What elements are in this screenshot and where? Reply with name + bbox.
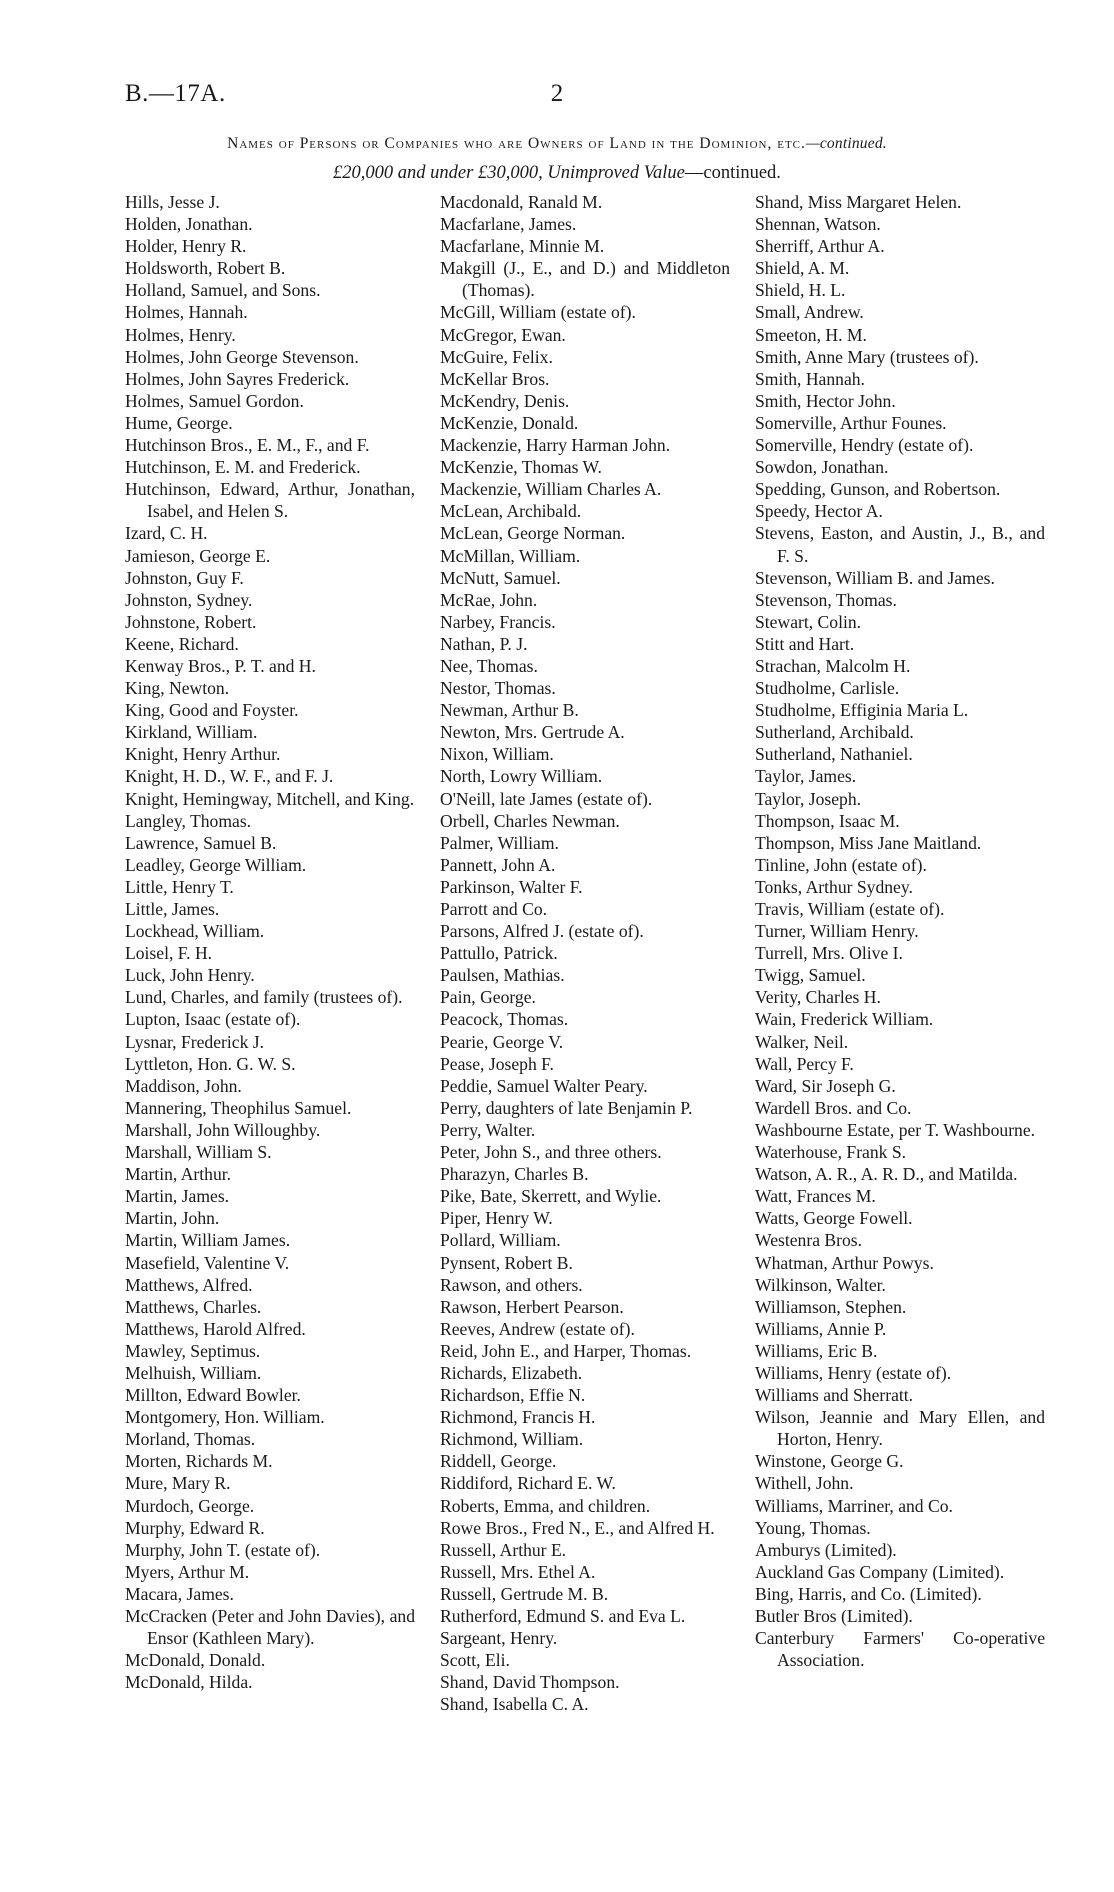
list-item: Williamson, Stephen. bbox=[755, 1296, 907, 1317]
list-item: Pain, George. bbox=[440, 987, 536, 1008]
list-item: Hills, Jesse J. bbox=[125, 192, 220, 212]
list-item: McDonald, Donald. bbox=[125, 1650, 266, 1671]
list-item: Tinline, John (estate of). bbox=[755, 854, 927, 875]
list-item: Wall, Percy F. bbox=[755, 1053, 854, 1074]
list-item: Parkinson, Walter F. bbox=[440, 876, 583, 897]
list-item: Matthews, Alfred. bbox=[125, 1274, 253, 1295]
list-item: Shand, Miss Margaret Helen. bbox=[755, 192, 962, 212]
list-item: Somerville, Hendry (estate of). bbox=[755, 435, 974, 456]
list-item: McLean, George Norman. bbox=[440, 523, 626, 544]
list-item: Lockhead, William. bbox=[125, 921, 265, 942]
list-item: Newman, Arthur B. bbox=[440, 700, 579, 721]
list-item: Studholme, Effiginia Maria L. bbox=[755, 700, 969, 721]
list-item: Nathan, P. J. bbox=[440, 633, 528, 654]
list-item: Pynsent, Robert B. bbox=[440, 1252, 573, 1273]
list-item: Wilkinson, Walter. bbox=[755, 1274, 886, 1295]
list-item: Waterhouse, Frank S. bbox=[755, 1142, 907, 1163]
list-item: Martin, Arthur. bbox=[125, 1164, 232, 1185]
list-item: Hume, George. bbox=[125, 412, 233, 433]
list-item: Myers, Arthur M. bbox=[125, 1561, 250, 1582]
list-item: Loisel, F. H. bbox=[125, 943, 213, 964]
list-item: Withell, John. bbox=[755, 1473, 854, 1494]
list-item: Russell, Gertrude M. B. bbox=[440, 1583, 609, 1604]
value-band-heading bbox=[0, 163, 1114, 184]
list-item: Thompson, Miss Jane Maitland. bbox=[755, 832, 982, 853]
list-item: Little, James. bbox=[125, 899, 220, 919]
list-item: Holden, Jonathan. bbox=[125, 214, 253, 235]
list-item: Peacock, Thomas. bbox=[440, 1009, 569, 1030]
names-column-2 bbox=[440, 191, 730, 1715]
list-item: Palmer, William. bbox=[440, 832, 559, 853]
list-item: Washbourne Estate, per T. Washbourne. bbox=[755, 1119, 1036, 1140]
list-item: Macfarlane, Minnie M. bbox=[440, 236, 605, 257]
list-item: Shand, Isabella C. A. bbox=[440, 1694, 589, 1715]
list-item: Pattullo, Patrick. bbox=[440, 943, 558, 964]
list-item: Holmes, Samuel Gordon. bbox=[125, 390, 304, 411]
list-item: Luck, John Henry. bbox=[125, 965, 255, 986]
list-item: Williams, Annie P. bbox=[755, 1318, 887, 1339]
list-item: Walker, Neil. bbox=[755, 1031, 849, 1052]
list-item: McMillan, William. bbox=[440, 545, 581, 566]
list-item: Shield, A. M. bbox=[755, 258, 850, 279]
list-item: Leadley, George William. bbox=[125, 854, 307, 875]
value-band-continued: —continued. bbox=[684, 163, 781, 183]
page-id: B.—17A. bbox=[125, 80, 226, 107]
list-item: Ward, Sir Joseph G. bbox=[755, 1075, 896, 1096]
list-item: Watts, George Fowell. bbox=[755, 1208, 913, 1229]
list-item: Watt, Frances M. bbox=[755, 1186, 876, 1207]
list-item: Stewart, Colin. bbox=[755, 611, 862, 632]
list-item: King, Newton. bbox=[125, 678, 230, 699]
list-item: Matthews, Charles. bbox=[125, 1296, 262, 1317]
value-band-text: £20,000 and under £30,000, Unimproved Value bbox=[333, 163, 685, 183]
list-item: Shield, H. L. bbox=[755, 280, 846, 301]
list-item: Matthews, Harold Alfred. bbox=[125, 1318, 306, 1339]
list-item: Maddison, John. bbox=[125, 1075, 242, 1096]
list-item: Lyttleton, Hon. G. W. S. bbox=[125, 1053, 296, 1074]
list-item: Russell, Arthur E. bbox=[440, 1539, 567, 1560]
list-item: Rawson, Herbert Pearson. bbox=[440, 1296, 624, 1317]
list-item: Johnston, Guy F. bbox=[125, 567, 244, 588]
list-item: Nee, Thomas. bbox=[440, 655, 538, 676]
list-item: Knight, H. D., W. F., and F. J. bbox=[125, 766, 334, 787]
list-item: Wain, Frederick William. bbox=[755, 1009, 934, 1030]
list-item: McGill, William (estate of). bbox=[440, 302, 636, 323]
list-item: Knight, Hemingway, Mitchell, and King. bbox=[125, 788, 415, 809]
list-item: Williams and Sherratt. bbox=[755, 1385, 914, 1406]
list-item: Williams, Henry (estate of). bbox=[755, 1362, 952, 1383]
list-item: McKellar Bros. bbox=[440, 368, 550, 389]
list-item: Spedding, Gunson, and Robertson. bbox=[755, 479, 1001, 500]
list-item: Melhuish, William. bbox=[125, 1362, 262, 1383]
list-item: Whatman, Arthur Powys. bbox=[755, 1252, 934, 1273]
list-item: Bing, Harris, and Co. (Limited). bbox=[755, 1583, 982, 1604]
list-item: Riddell, George. bbox=[440, 1451, 557, 1472]
list-item: Parsons, Alfred J. (estate of). bbox=[440, 921, 644, 942]
list-item: Mure, Mary R. bbox=[125, 1473, 231, 1494]
list-item: Parrott and Co. bbox=[440, 899, 548, 919]
list-item: Keene, Richard. bbox=[125, 633, 239, 654]
list-item: Morland, Thomas. bbox=[125, 1429, 256, 1450]
list-item: Rowe Bros., Fred N., E., and Alfred H. bbox=[440, 1517, 715, 1538]
list-item: Richards, Elizabeth. bbox=[440, 1362, 583, 1383]
list-item: Lund, Charles, and family (trustees of). bbox=[125, 987, 403, 1008]
list-item: Peddie, Samuel Walter Peary. bbox=[440, 1075, 648, 1096]
list-item: North, Lowry William. bbox=[440, 766, 603, 787]
list-item: Martin, John. bbox=[125, 1208, 220, 1229]
list-item: Shennan, Watson. bbox=[755, 214, 881, 235]
list-item: McKenzie, Thomas W. bbox=[440, 457, 602, 478]
list-item: Johnston, Sydney. bbox=[125, 589, 253, 610]
list-item: Murphy, John T. (estate of). bbox=[125, 1539, 321, 1560]
list-item: Westenra Bros. bbox=[755, 1230, 863, 1251]
list-item: Lupton, Isaac (estate of). bbox=[125, 1009, 301, 1030]
list-item: Stevenson, Thomas. bbox=[755, 589, 897, 610]
list-item: Sutherland, Archibald. bbox=[755, 722, 914, 743]
list-item: Amburys (Limited). bbox=[755, 1539, 897, 1560]
list-item: Canterbury Farmers' Co-operative Association. bbox=[755, 1628, 1045, 1671]
list-item: Richmond, Francis H. bbox=[440, 1407, 596, 1428]
list-item: Scott, Eli. bbox=[440, 1650, 510, 1671]
list-item: Marshall, John Willoughby. bbox=[125, 1119, 321, 1140]
list-item: Peter, John S., and three others. bbox=[440, 1142, 662, 1163]
list-item: McGregor, Ewan. bbox=[440, 324, 566, 345]
list-item: Auckland Gas Company (Limited). bbox=[755, 1561, 1005, 1582]
list-item: Pharazyn, Charles B. bbox=[440, 1164, 589, 1185]
list-item: Williams, Eric B. bbox=[755, 1340, 878, 1361]
heading-continued: —continued. bbox=[805, 135, 887, 152]
list-item: Macdonald, Ranald M. bbox=[440, 192, 603, 212]
list-item: McDonald, Hilda. bbox=[125, 1672, 253, 1693]
list-item: Macara, James. bbox=[125, 1583, 234, 1604]
list-item: Knight, Henry Arthur. bbox=[125, 744, 281, 765]
list-item: Sargeant, Henry. bbox=[440, 1628, 558, 1649]
list-item: McGuire, Felix. bbox=[440, 346, 553, 367]
list-item: McKendry, Denis. bbox=[440, 390, 570, 411]
list-item: Sowdon, Jonathan. bbox=[755, 457, 889, 478]
list-item: McCracken (Peter and John Davies), and Ensor (Kathleen Mary). bbox=[125, 1606, 415, 1649]
list-item: Taylor, James. bbox=[755, 766, 857, 787]
list-item: Smith, Hannah. bbox=[755, 368, 865, 389]
list-item: Izard, C. H. bbox=[125, 523, 208, 544]
list-item: Hutchinson, E. M. and Frederick. bbox=[125, 457, 361, 478]
list-item: Riddiford, Richard E. W. bbox=[440, 1473, 616, 1494]
list-item: Hutchinson, Edward, Arthur, Jonathan, Isabel, and Helen S. bbox=[125, 479, 415, 522]
list-item: Holmes, Henry. bbox=[125, 324, 236, 345]
list-item: Millton, Edward Bowler. bbox=[125, 1385, 301, 1406]
list-item: Kenway Bros., P. T. and H. bbox=[125, 655, 316, 676]
list-item: Murdoch, George. bbox=[125, 1495, 255, 1516]
list-item: Verity, Charles H. bbox=[755, 987, 881, 1008]
list-item: Holland, Samuel, and Sons. bbox=[125, 280, 321, 301]
list-item: Smith, Hector John. bbox=[755, 390, 896, 411]
list-item: Wilson, Jeannie and Mary Ellen, and Horton, Henry. bbox=[755, 1407, 1045, 1450]
list-item: Martin, James. bbox=[125, 1186, 230, 1207]
list-item: Stevens, Easton, and Austin, J., B., and F. S. bbox=[755, 523, 1045, 566]
list-item: Strachan, Malcolm H. bbox=[755, 655, 911, 676]
list-item: Lawrence, Samuel B. bbox=[125, 832, 277, 853]
list-item: Johnstone, Robert. bbox=[125, 611, 257, 632]
list-item: Mannering, Theophilus Samuel. bbox=[125, 1097, 352, 1118]
list-item: McKenzie, Donald. bbox=[440, 412, 579, 433]
list-item: Travis, William (estate of). bbox=[755, 899, 945, 919]
list-item: Smeeton, H. M. bbox=[755, 324, 867, 345]
list-item: Narbey, Francis. bbox=[440, 611, 556, 632]
list-item: Rutherford, Edmund S. and Eva L. bbox=[440, 1606, 686, 1626]
list-item: Roberts, Emma, and children. bbox=[440, 1495, 651, 1516]
list-item: McLean, Archibald. bbox=[440, 501, 582, 522]
list-item: Wardell Bros. and Co. bbox=[755, 1097, 912, 1118]
list-item: Little, Henry T. bbox=[125, 876, 234, 897]
list-item: Taylor, Joseph. bbox=[755, 788, 862, 809]
list-item: Pike, Bate, Skerrett, and Wylie. bbox=[440, 1186, 662, 1207]
list-item: Mackenzie, Harry Harman John. bbox=[440, 435, 671, 456]
names-column-1 bbox=[125, 191, 415, 1693]
list-item: Williams, Marriner, and Co. bbox=[755, 1495, 953, 1516]
list-item: Tonks, Arthur Sydney. bbox=[755, 876, 913, 897]
list-item: Montgomery, Hon. William. bbox=[125, 1407, 325, 1428]
list-item: King, Good and Foyster. bbox=[125, 700, 299, 721]
list-item: Richmond, William. bbox=[440, 1429, 584, 1450]
list-item: Perry, Walter. bbox=[440, 1119, 536, 1140]
list-item: Small, Andrew. bbox=[755, 302, 864, 323]
list-item: Nestor, Thomas. bbox=[440, 678, 556, 699]
list-item: Langley, Thomas. bbox=[125, 810, 252, 831]
list-item: Holdsworth, Robert B. bbox=[125, 258, 286, 279]
list-item: Somerville, Arthur Founes. bbox=[755, 412, 947, 433]
list-item: Nixon, William. bbox=[440, 744, 554, 765]
list-item: Masefield, Valentine V. bbox=[125, 1252, 290, 1273]
list-item: Newton, Mrs. Gertrude A. bbox=[440, 722, 625, 743]
list-item: Turrell, Mrs. Olive I. bbox=[755, 943, 903, 964]
list-item: Holmes, John Sayres Frederick. bbox=[125, 368, 350, 389]
list-item: Stitt and Hart. bbox=[755, 633, 855, 654]
list-item: Reeves, Andrew (estate of). bbox=[440, 1318, 635, 1339]
names-column-3 bbox=[755, 191, 1045, 1671]
list-item: Smith, Anne Mary (trustees of). bbox=[755, 346, 979, 367]
list-item: Russell, Mrs. Ethel A. bbox=[440, 1561, 596, 1582]
list-item: Turner, William Henry. bbox=[755, 921, 919, 942]
list-item: Morten, Richards M. bbox=[125, 1451, 273, 1472]
list-item: Holder, Henry R. bbox=[125, 236, 247, 257]
list-item: Hutchinson Bros., E. M., F., and F. bbox=[125, 435, 370, 456]
list-item: Orbell, Charles Newman. bbox=[440, 810, 620, 831]
list-item: Kirkland, William. bbox=[125, 722, 258, 743]
list-item: Macfarlane, James. bbox=[440, 214, 577, 235]
list-item: Piper, Henry W. bbox=[440, 1208, 553, 1229]
list-item: Pollard, William. bbox=[440, 1230, 561, 1251]
list-item: Shand, David Thompson. bbox=[440, 1672, 620, 1693]
list-item: Perry, daughters of late Benjamin P. bbox=[440, 1097, 693, 1118]
list-item: Sutherland, Nathaniel. bbox=[755, 744, 913, 765]
list-item: Holmes, John George Stevenson. bbox=[125, 346, 359, 367]
list-item: Paulsen, Mathias. bbox=[440, 965, 565, 986]
list-item: Rawson, and others. bbox=[440, 1274, 583, 1295]
list-item: Lysnar, Frederick J. bbox=[125, 1031, 265, 1052]
list-item: Speedy, Hector A. bbox=[755, 501, 883, 522]
list-item: Studholme, Carlisle. bbox=[755, 678, 900, 699]
list-item: Sherriff, Arthur A. bbox=[755, 236, 885, 257]
page-number: 2 bbox=[550, 80, 564, 107]
list-item: Richardson, Effie N. bbox=[440, 1385, 586, 1406]
list-item: Pearie, George V. bbox=[440, 1031, 564, 1052]
list-item: Stevenson, William B. and James. bbox=[755, 567, 995, 588]
list-item: Twigg, Samuel. bbox=[755, 965, 866, 986]
list-item: Makgill (J., E., and D.) and Middleton (Thomas). bbox=[440, 258, 730, 301]
list-item: Jamieson, George E. bbox=[125, 545, 271, 566]
list-item: Martin, William James. bbox=[125, 1230, 291, 1251]
page-heading bbox=[60, 135, 1054, 153]
list-item: Holmes, Hannah. bbox=[125, 302, 248, 323]
list-item: McNutt, Samuel. bbox=[440, 567, 561, 588]
list-item: Young, Thomas. bbox=[755, 1517, 871, 1538]
list-item: Watson, A. R., A. R. D., and Matilda. bbox=[755, 1164, 1018, 1185]
list-item: Mackenzie, William Charles A. bbox=[440, 479, 662, 500]
list-item: Thompson, Isaac M. bbox=[755, 810, 900, 831]
list-item: Winstone, George G. bbox=[755, 1451, 904, 1472]
list-item: O'Neill, late James (estate of). bbox=[440, 788, 653, 809]
list-item: Marshall, William S. bbox=[125, 1142, 272, 1163]
list-item: Reid, John E., and Harper, Thomas. bbox=[440, 1340, 692, 1361]
list-item: Butler Bros (Limited). bbox=[755, 1606, 913, 1626]
heading-text: Names of Persons or Companies who are Owners of Land in the Dominion, etc. bbox=[227, 135, 806, 152]
list-item: Pease, Joseph F. bbox=[440, 1053, 554, 1074]
list-item: Pannett, John A. bbox=[440, 854, 556, 875]
list-item: Mawley, Septimus. bbox=[125, 1340, 261, 1361]
list-item: Murphy, Edward R. bbox=[125, 1517, 265, 1538]
list-item: McRae, John. bbox=[440, 589, 538, 610]
